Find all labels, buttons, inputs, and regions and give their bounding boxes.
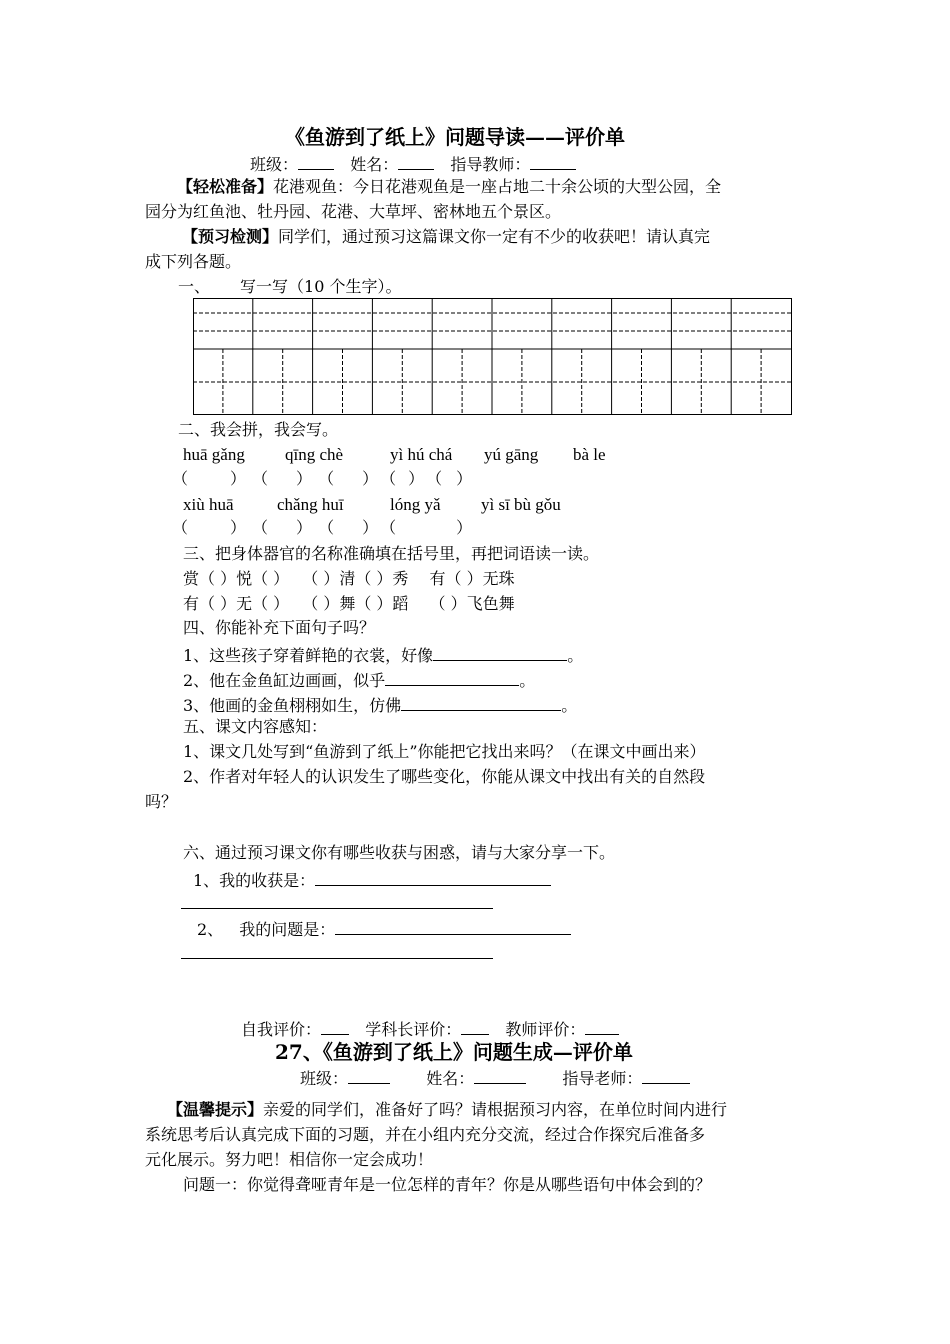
leader-eval-blank[interactable] [461, 1019, 489, 1035]
prep-line-2: 园分为红鱼池、牡丹园、花港、大草坪、密林地五个景区。 [145, 202, 562, 221]
q4-sentence-3: 3、他画的金鱼栩栩如生，仿佛 。 [183, 696, 578, 715]
ask-line-2[interactable] [181, 958, 493, 959]
teacher-blank[interactable] [530, 154, 576, 170]
teacher-label: 指导教师： [450, 155, 531, 174]
q4-blank-1[interactable] [433, 645, 567, 661]
pinyin-6: xiù huā [183, 495, 234, 514]
q4-blank-3[interactable] [401, 695, 561, 711]
q4-blank-2[interactable] [385, 670, 519, 686]
teacher-eval-blank[interactable] [585, 1019, 619, 1035]
q5-item-1: 1、课文几处写到“鱼游到了纸上”你能把它找出来吗？（在课文中画出来） [183, 742, 706, 761]
check-line-1 [182, 229, 710, 245]
sheet2-title: 27、《鱼游到了纸上》问题生成—评价单 [275, 1040, 633, 1064]
pinyin-3: yì hú chá [390, 445, 453, 464]
tip-line-3: 元化展示。努力吧！相信你一定会成功！ [145, 1150, 434, 1169]
gain-line-2[interactable] [181, 908, 493, 909]
class-blank[interactable] [298, 154, 334, 170]
tip-line-2: 系统思考后认真完成下面的习题，并在小组内充分交流，经过合作探究后准备多 [145, 1125, 706, 1144]
q4-heading: 四、你能补充下面句子吗？ [183, 618, 376, 637]
s2-class-blank[interactable] [348, 1068, 390, 1084]
q6-heading: 六、通过预习课文你有哪些收获与困惑，请与大家分享一下。 [183, 843, 616, 862]
pinyin-5: bà le [573, 445, 606, 464]
self-eval-blank[interactable] [321, 1019, 349, 1035]
prep-line-1 [177, 179, 721, 195]
check-text: 同学们，通过预习这篇课文你一定有不少的收获吧！请认真完 [278, 227, 711, 246]
evaluation-line: 自我评价： 学科长评价： 教师评价： [241, 1019, 619, 1038]
writing-grid[interactable] [193, 298, 793, 416]
paren-row-2[interactable]: （ ） （ ） （ ） （ ） [172, 518, 473, 537]
q5-item-2a: 2、作者对年轻人的认识发生了哪些变化，你能从课文中找出有关的自然段 [183, 767, 706, 786]
pinyin-2: qīng chè [285, 445, 344, 464]
pinyin-4: yú gāng [484, 445, 539, 464]
q3-row-2[interactable]: 有（ ）无（ ） （ ）舞（ ）蹈 （ ）飞色舞 [183, 594, 515, 613]
sheet1-info-line [250, 154, 576, 173]
s2-teacher-blank[interactable] [642, 1068, 690, 1084]
q3-row-1[interactable]: 赏（ ）悦（ ） （ ）清（ ）秀 有（ ）无珠 [183, 569, 515, 588]
tip-line-1: 【温馨提示】亲爱的同学们，准备好了吗？请根据预习内容，在单位时间内进行 [167, 1100, 728, 1119]
class-label: 班级： [250, 155, 299, 174]
paren-row-1[interactable]: （ ） （ ） （ ） （ ） （ ） [172, 469, 473, 488]
q5-item-2b: 吗？ [145, 792, 178, 811]
pinyin-8: lóng yǎ [390, 495, 441, 514]
name-blank[interactable] [398, 154, 434, 170]
q6-ask: 2、 我的问题是： [197, 919, 571, 938]
sheet1-title: 《鱼游到了纸上》问题导读——评价单 [285, 125, 625, 149]
pinyin-7: chǎng huī [277, 495, 344, 514]
gain-blank[interactable] [315, 870, 551, 886]
prep-tag: 【轻松准备】 [177, 177, 274, 196]
sheet2-info-line: 班级： 姓名： 指导老师： [300, 1068, 690, 1087]
pinyin-9: yì sī bù gǒu [481, 495, 561, 514]
ask-blank[interactable] [335, 919, 571, 935]
pinyin-1: huā gǎng [183, 445, 245, 464]
q2-heading: 二、我会拼，我会写。 [178, 420, 339, 439]
q1-num: 一、 [178, 277, 211, 296]
question-one: 问题一：你觉得聋哑青年是一位怎样的青年？你是从哪些语句中体会到的？ [183, 1175, 712, 1194]
q5-heading: 五、课文内容感知： [183, 717, 328, 736]
q3-heading: 三、把身体器官的名称准确填在括号里，再把词语读一读。 [183, 544, 600, 563]
s2-name-blank[interactable] [474, 1068, 526, 1084]
check-tag: 【预习检测】 [182, 227, 279, 246]
q6-gain: 1、我的收获是： [193, 870, 551, 889]
q4-sentence-1: 1、这些孩子穿着鲜艳的衣裳，好像 。 [183, 646, 584, 665]
check-line-2: 成下列各题。 [145, 252, 242, 271]
tip-tag: 【温馨提示】 [167, 1100, 264, 1119]
name-label: 姓名： [350, 155, 399, 174]
prep-text: 花港观鱼：今日花港观鱼是一座占地二十余公顷的大型公园，全 [273, 177, 722, 196]
q1-heading [178, 279, 401, 295]
q1-text: 写一写（10 个生字）。 [240, 277, 402, 296]
q4-sentence-2: 2、他在金鱼缸边画画，似乎 。 [183, 671, 536, 690]
